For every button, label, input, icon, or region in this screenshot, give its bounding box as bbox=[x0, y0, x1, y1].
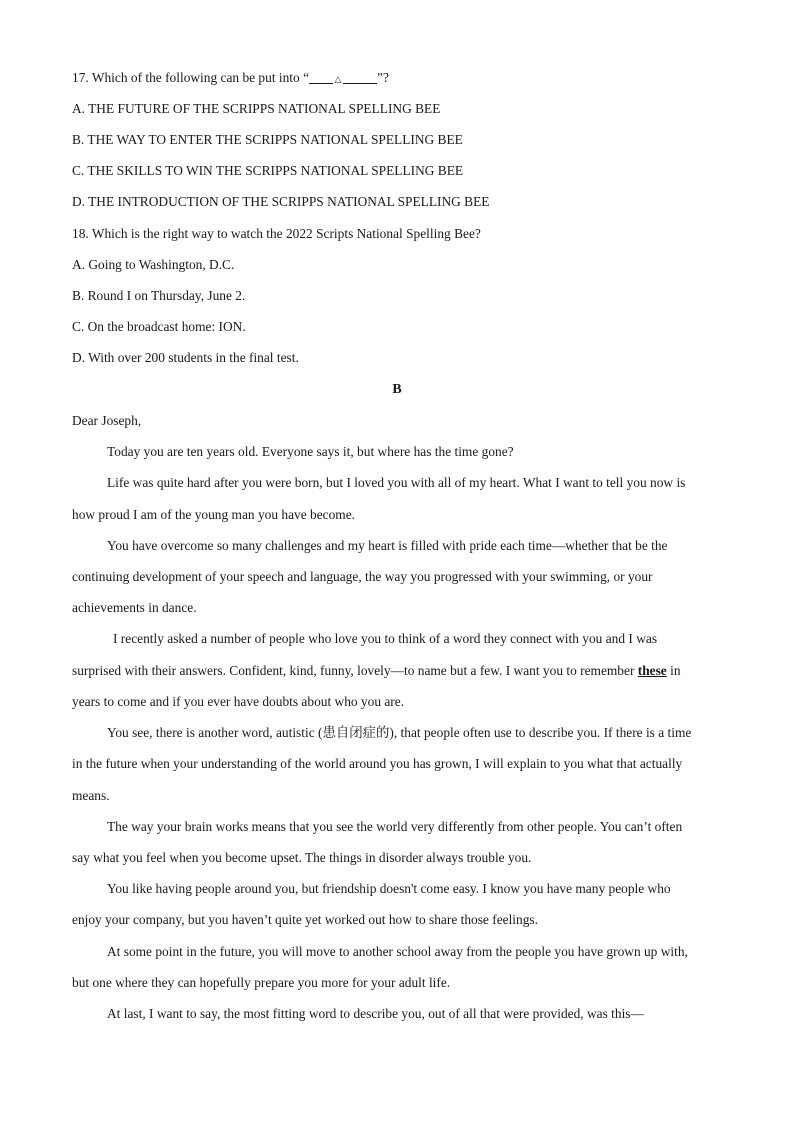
line-text: surprised with their answers. Confident, kind, funny, lovely—to name but a few. I want you to remember bbox=[72, 663, 638, 678]
paragraph-line: say what you feel when you become upset. The things in disorder always trouble you. bbox=[72, 850, 532, 865]
question-17-stem bbox=[72, 70, 722, 86]
paragraph-line: Life was quite hard after you were born, but I loved you with all of my heart. What I want to tell you now is bbox=[107, 475, 686, 490]
paragraph-line bbox=[72, 663, 722, 679]
paragraph-line: continuing development of your speech and language, the way you progressed with your swimming, or your bbox=[72, 569, 653, 584]
paragraph-line: I recently asked a number of people who love you to think of a word they connect with you and I was bbox=[113, 631, 658, 646]
paragraph-line: but one where they can hopefully prepare you more for your adult life. bbox=[72, 975, 451, 990]
paragraph-line: You see, there is another word, autistic (患自闭症的), that people often use to describe you. If there is a time bbox=[107, 725, 692, 740]
paragraph-line: achievements in dance. bbox=[72, 600, 197, 615]
line-text: in bbox=[666, 663, 681, 678]
q17-option-d: D. THE INTRODUCTION OF THE SCRIPPS NATIONAL SPELLING BEE bbox=[72, 194, 490, 209]
paragraph-line: You have overcome so many challenges and my heart is filled with pride each time—whether that be the bbox=[107, 538, 668, 553]
paragraph-line: means. bbox=[72, 788, 110, 803]
paragraph-line: in the future when your understanding of the world around you has grown, I will explain to you what that actually bbox=[72, 756, 683, 771]
section-heading: B bbox=[392, 382, 402, 397]
paragraph-line: At last, I want to say, the most fitting word to describe you, out of all that were provided, was this— bbox=[107, 1006, 644, 1021]
q17-stem-text: 17. Which of the following can be put into “ bbox=[72, 70, 310, 85]
paragraph-line: how proud I am of the young man you have become. bbox=[72, 507, 355, 522]
q18-option-a: A. Going to Washington, D.C. bbox=[72, 257, 235, 272]
answer-blank bbox=[309, 71, 333, 84]
paragraph-line: You like having people around you, but friendship doesn't come easy. I know you have many people who bbox=[107, 881, 671, 896]
q17-option-a: A. THE FUTURE OF THE SCRIPPS NATIONAL SPELLING BEE bbox=[72, 101, 441, 116]
question-18-stem: 18. Which is the right way to watch the 2022 Scripts National Spelling Bee? bbox=[72, 226, 481, 241]
q18-option-b: B. Round I on Thursday, June 2. bbox=[72, 288, 246, 303]
paragraph-line: At some point in the future, you will move to another school away from the people you have grown up with, bbox=[107, 944, 688, 959]
q17-stem-end: ”? bbox=[377, 70, 389, 85]
q17-option-b: B. THE WAY TO ENTER THE SCRIPPS NATIONAL SPELLING BEE bbox=[72, 132, 463, 147]
q18-option-c: C. On the broadcast home: ION. bbox=[72, 319, 246, 334]
paragraph-line: The way your brain works means that you see the world very differently from other people. You can’t often bbox=[107, 819, 683, 834]
paragraph-line: enjoy your company, but you haven’t quite yet worked out how to share those feelings. bbox=[72, 912, 538, 927]
q18-option-d: D. With over 200 students in the final test. bbox=[72, 350, 299, 365]
triangle-mark-icon: △ bbox=[334, 74, 342, 84]
paragraph-line: years to come and if you ever have doubts about who you are. bbox=[72, 694, 405, 709]
underlined-word-these: these bbox=[637, 663, 667, 678]
answer-blank bbox=[343, 71, 377, 84]
q17-option-c: C. THE SKILLS TO WIN THE SCRIPPS NATIONAL SPELLING BEE bbox=[72, 163, 464, 178]
salutation: Dear Joseph, bbox=[72, 413, 142, 428]
paragraph-line: Today you are ten years old. Everyone says it, but where has the time gone? bbox=[107, 444, 514, 459]
